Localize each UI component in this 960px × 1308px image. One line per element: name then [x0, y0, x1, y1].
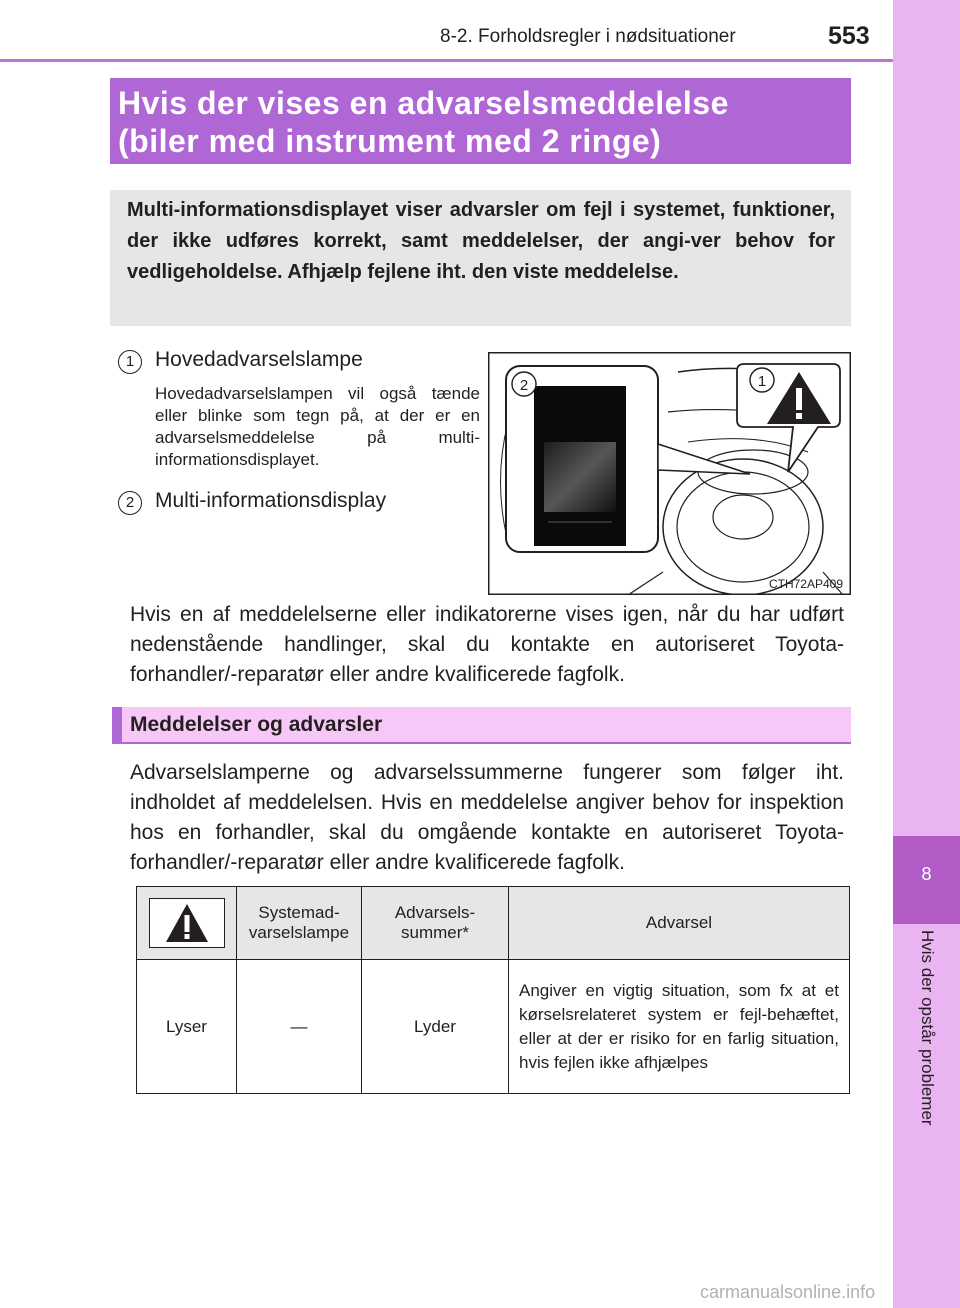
table-cell-system-lamp: —	[237, 960, 362, 1094]
callout-number-2: 2	[118, 491, 142, 515]
section-heading: Meddelelser og advarsler	[130, 713, 383, 736]
table-row	[137, 960, 850, 1094]
watermark: carmanualsonline.info	[700, 1282, 876, 1302]
callout-number-1: 1	[118, 350, 142, 374]
table-cell-warning: Angiver en vigtig situation, som fx at et kørselsrelateret system er fejl-behæftet, eller at der er risiko for en farlig situation, hvis fejlen ikke afhjælpes	[509, 960, 850, 1094]
illustration-callout-1: 1	[757, 373, 767, 390]
item-2-title: Multi-informationsdisplay	[155, 489, 387, 512]
item-1-description: Hovedadvarselslampen vil også tænde eller blinke som tegn på, at der er en advarselsmeddelelse på multi-informationsdisplayet.	[155, 384, 480, 469]
illustration-callout-2: 2	[519, 377, 529, 394]
illustration-code: CTH72AP409	[768, 577, 843, 591]
table-header-warning: Advarsel	[509, 887, 850, 960]
table-header-buzzer: Advarsels- summer*	[362, 887, 509, 960]
dashboard-illustration	[488, 352, 851, 595]
warning-table	[136, 886, 850, 1094]
table-header-system-lamp: Systemad- varselslampe	[237, 887, 362, 960]
page-number: 553	[828, 22, 870, 50]
intro-text: Multi-informationsdisplayet viser advarsler om fejl i systemet, funktioner, der ikke udføres korrekt, samt meddelelser, der angi-ver behov for vedligeholdelse. Afhjælp fejlene iht. den viste meddelelse.	[127, 199, 835, 283]
chapter-title: Hvis der opstår problemer	[918, 930, 937, 1126]
running-header-section: 8-2. Forholdsregler i nødsituationer	[440, 26, 736, 47]
table-header-icon-cell	[137, 887, 237, 960]
paragraph-2: Advarselslamperne og advarselssummerne fungerer som følger iht. indholdet af meddelelsen. Hvis en meddelelse angiver behov for inspektion hos en forhandler, skal du omgående kontakte en autoriseret Toyota-forhandler/-reparatør eller andre kvalificerede fagfolk.	[130, 761, 844, 874]
page-title-line1: Hvis der vises en advarselsmeddelelse	[118, 85, 729, 121]
header-rule	[0, 59, 893, 62]
chapter-number: 8	[921, 864, 932, 884]
table-cell-lamp: Lyser	[137, 960, 237, 1094]
section-heading-underline	[112, 742, 851, 744]
paragraph-1: Hvis en af meddelelserne eller indikatorerne vises igen, når du har udført nedenstående handlinger, skal du kontakte en autoriseret Toyota-forhandler/-reparatør eller andre kvalificerede fagfolk.	[130, 603, 844, 686]
table-header-row	[137, 887, 850, 960]
section-heading-bar	[112, 707, 122, 743]
table-cell-buzzer: Lyder	[362, 960, 509, 1094]
item-1-title: Hovedadvarselslampe	[155, 348, 363, 371]
page-title	[118, 84, 848, 160]
page-title-line2: (biler med instrument med 2 ringe)	[118, 123, 662, 159]
warning-triangle-icon	[149, 898, 225, 948]
